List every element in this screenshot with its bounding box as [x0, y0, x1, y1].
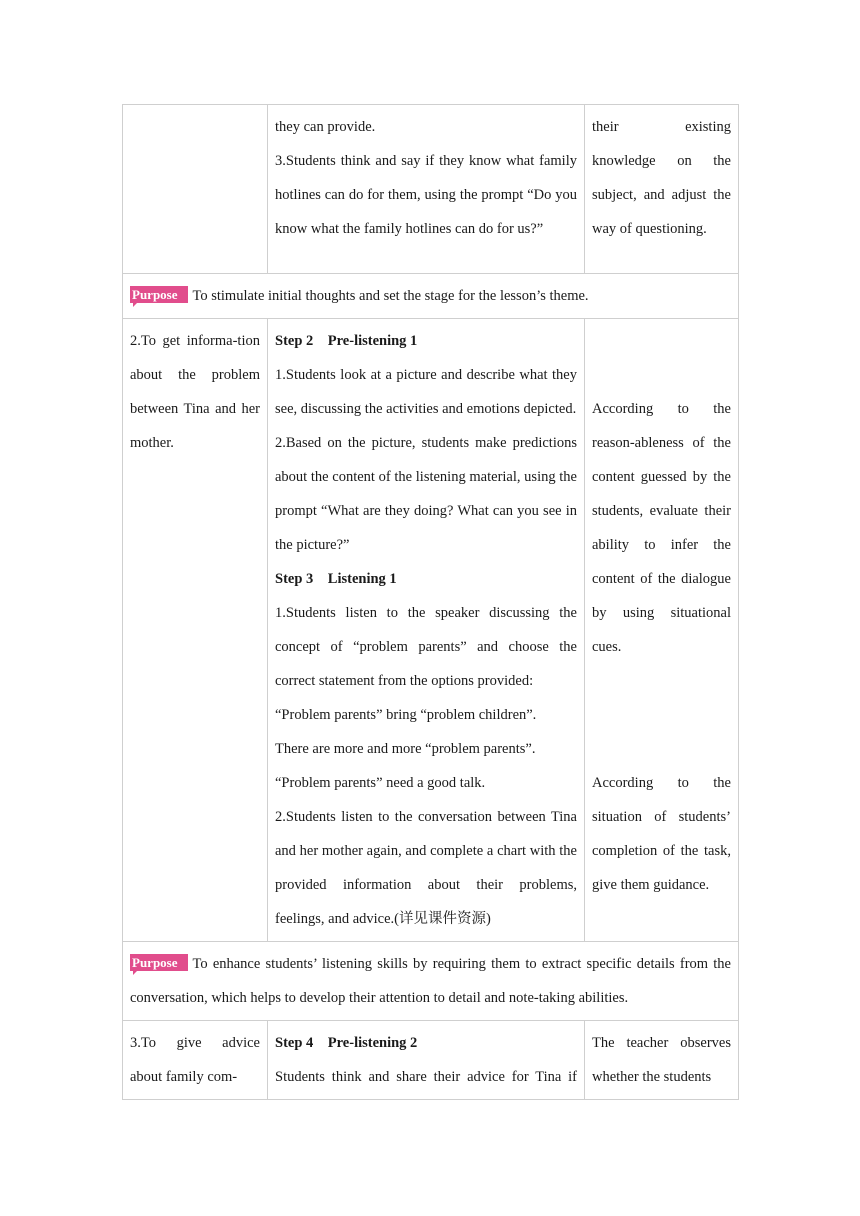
- objective-text: 3.To give advice about family com-: [130, 1035, 260, 1085]
- purpose-badge: Purpose: [130, 954, 188, 971]
- evaluation-cell: [585, 319, 739, 942]
- activity-text: 2.Based on the picture, students make predictions about the content of the listening material, using the prompt “What are they doing? What can you see in the picture?”: [275, 435, 577, 553]
- table-row: [123, 1021, 739, 1100]
- option-text: “Problem parents” bring “problem children”.: [275, 707, 537, 723]
- table-row: [123, 319, 739, 942]
- step-title: Step 4 Pre-listening 2: [275, 1035, 418, 1051]
- purpose-row: [123, 942, 739, 1021]
- option-text: “Problem parents” need a good talk.: [275, 775, 486, 791]
- evaluation-cell: [585, 105, 739, 274]
- activity-text: 3.Students think and say if they know what family hotlines can do for them, using the prompt “Do you know what the family hotlines can do for us?”: [275, 153, 577, 237]
- purpose-cell: [123, 942, 739, 1021]
- activity-text: Students think and share their advice for Tina if: [275, 1069, 577, 1085]
- objective-text: 2.To get informa-tion about the problem between Tina and her mother.: [130, 333, 260, 451]
- activity-cell: [268, 105, 585, 274]
- evaluation-text: According to the reason-ableness of the content guessed by the students, evaluate their ability to infer the content of the dialogue by using situational cues.: [592, 401, 731, 655]
- activity-cell: [268, 1021, 585, 1100]
- purpose-row: [123, 274, 739, 319]
- activity-text: 1.Students look at a picture and describe what they see, discussing the activities and emotions depicted.: [275, 367, 577, 417]
- objective-cell: [123, 105, 268, 274]
- activity-text: they can provide.: [275, 119, 376, 135]
- evaluation-cell: [585, 1021, 739, 1100]
- evaluation-text: According to the situation of students’ completion of the task, give them guidance.: [592, 775, 731, 893]
- table-row: [123, 105, 739, 274]
- activity-cell: [268, 319, 585, 942]
- activity-text: 1.Students listen to the speaker discussing the concept of “problem parents” and choose the correct statement from the options provided:: [275, 605, 577, 689]
- purpose-text: To stimulate initial thoughts and set the stage for the lesson’s theme.: [192, 288, 589, 304]
- purpose-text: To enhance students’ listening skills by requiring them to extract specific details from the conversation, which helps to develop their attention to detail and note-taking abilities.: [130, 956, 731, 1006]
- objective-cell: [123, 1021, 268, 1100]
- option-text: There are more and more “problem parents”.: [275, 741, 536, 757]
- evaluation-text: The teacher observes whether the students: [592, 1035, 731, 1085]
- purpose-badge: Purpose: [130, 286, 188, 303]
- step-title: Step 2 Pre-listening 1: [275, 333, 418, 349]
- objective-cell: [123, 319, 268, 942]
- lesson-plan-table: [122, 104, 739, 1100]
- activity-text: 2.Students listen to the conversation between Tina and her mother again, and complete a chart with the provided information about their problems, feelings, and advice.(详见课件资源): [275, 809, 577, 927]
- step-title: Step 3 Listening 1: [275, 571, 397, 587]
- purpose-cell: [123, 274, 739, 319]
- evaluation-text: their existing knowledge on the subject, and adjust the way of questioning.: [592, 119, 731, 237]
